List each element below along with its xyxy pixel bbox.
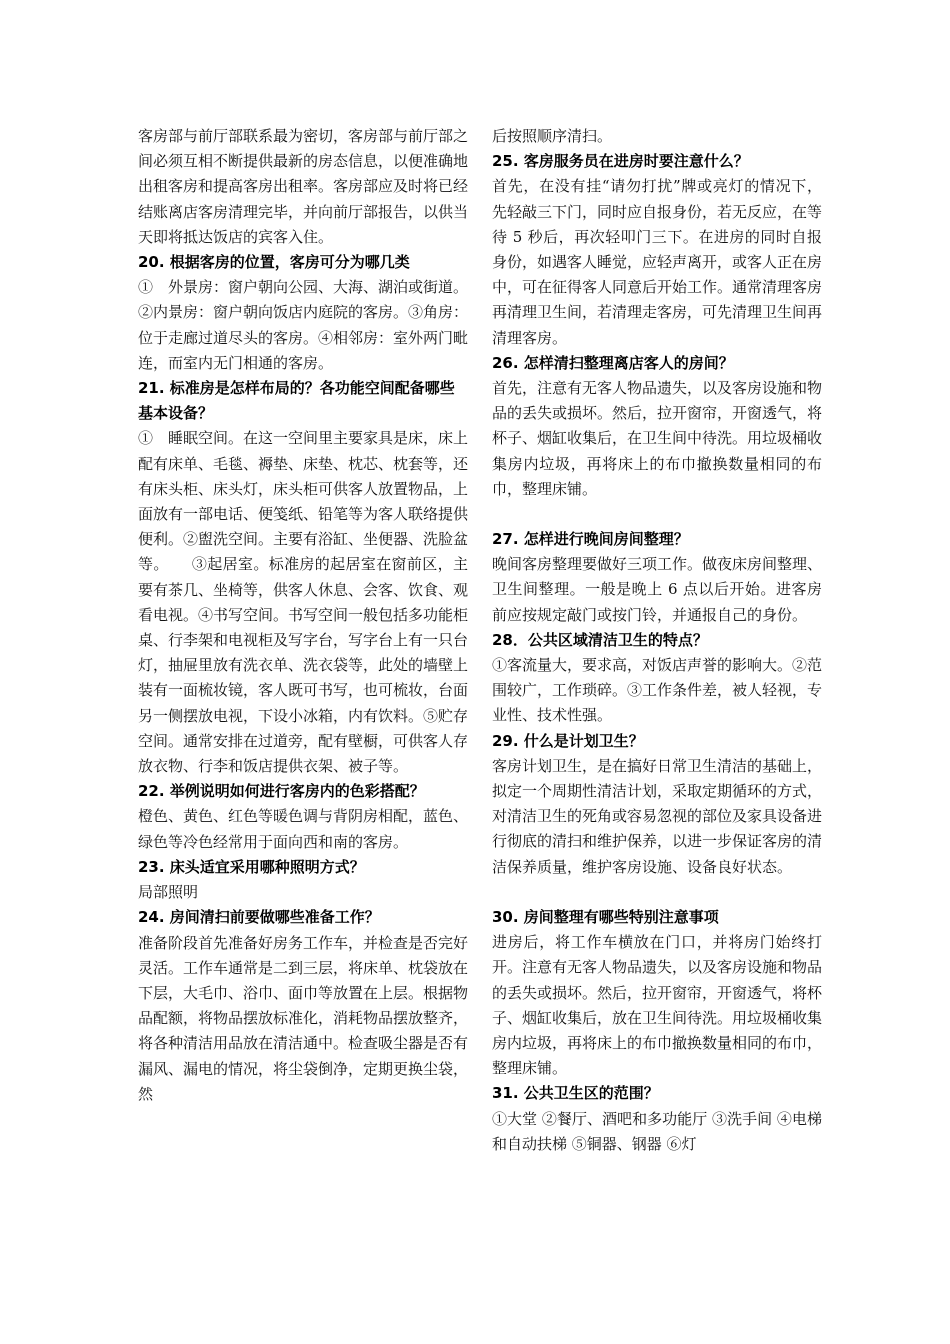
- question-heading: 21. 标准房是怎样布局的？各功能空间配备哪些基本设备？: [138, 379, 455, 423]
- question-heading: 23. 床头适宜采用哪种照明方式？: [138, 857, 365, 876]
- answer-paragraph: 进房后，将工作车横放在门口，并将房门始终打开。注意有无客人物品遗失，以及客房设施和物品的丢失或损坏。然后，拉开窗帘，开窗透气，将杯子、烟缸收集后，放在卫生间待洗。用垃圾桶收集房内垃圾，再将床上的布巾撤换数量相同的布巾，整理床铺。: [492, 933, 823, 1078]
- left-column: [138, 124, 468, 1107]
- answer-paragraph: 准备阶段首先准备好房务工作车，并检查是否完好灵活。工作车通常是二到三层，将床单、枕袋放在下层，大毛巾、浴巾、面巾等放置在上层。根据物品配额，将物品摆放标准化，消耗物品摆放整齐，将各种清洁用品放在清洁通中。检查吸尘器是否有漏风、漏电的情况，将尘袋倒净，定期更换尘袋，然: [138, 933, 469, 1103]
- answer-paragraph: ①大堂 ②餐厅、酒吧和多功能厅 ③洗手间 ④电梯和自动扶梯 ⑤铜器、钢器 ⑥灯: [492, 1109, 822, 1153]
- question-heading: 28．公共区域清洁卫生的特点？: [492, 630, 708, 649]
- answer-paragraph: 后按照顺序清扫。: [492, 127, 613, 145]
- answer-paragraph: 客房部与前厅部联系最为密切，客房部与前厅部之间必须互相不断提供最新的房态信息，以便准确地出租客房和提高客房出租率。客房部应及时将已经结账离店客房清理完毕，并向前厅部报告，以供当天即将抵达饭店的宾客入住。: [138, 127, 469, 246]
- answer-paragraph: 首先，在没有挂“请勿打扰”牌或亮灯的情况下，先轻敲三下门，同时应自报身份，若无反应，在等待 5 秒后，再次轻叩门三下。在进房的同时自报身份，如遇客人睡觉，应轻声离开，或客人正在房中，可在征得客人同意后开始工作。通常清理客房再清理卫生间，若清理走客房，可先清理卫生间再清理客房。: [492, 177, 823, 347]
- question-heading: 26. 怎样清扫整理离店客人的房间？: [492, 353, 734, 372]
- question-heading: 27. 怎样进行晚间房间整理？: [492, 530, 689, 549]
- question-heading: 25. 客房服务员在进房时要注意什么？: [492, 152, 749, 171]
- question-heading: 24. 房间清扫前要做哪些准备工作？: [138, 908, 380, 927]
- answer-paragraph: ① 外景房：窗户朝向公园、大海、湖泊或街道。②内景房：窗户朝向饭店内庭院的客房。③角房：位于走廊过道尽头的客房。④相邻房：室外两门毗连，而室内无门相通的客房。: [138, 278, 469, 372]
- right-column: [492, 124, 822, 1157]
- answer-paragraph: 局部照明: [138, 883, 199, 902]
- question-heading: 31. 公共卫生区的范围？: [492, 1084, 659, 1103]
- question-heading: 20. 根据客房的位置，客房可分为哪几类: [138, 253, 410, 272]
- question-heading: 30. 房间整理有哪些特别注意事项: [492, 907, 719, 926]
- answer-paragraph: 晚间客房整理要做好三项工作。做夜床房间整理、卫生间整理。一般是晚上 6 点以后开始。进客房前应按规定敲门或按门铃，并通报自己的身份。: [492, 555, 823, 624]
- question-heading: 22. 举例说明如何进行客房内的色彩搭配？: [138, 782, 425, 801]
- answer-paragraph: 橙色、黄色、红色等暖色调与背阴房相配，蓝色、绿色等冷色经常用于面向西和南的客房。: [138, 807, 469, 851]
- answer-paragraph: 首先，注意有无客人物品遗失，以及客房设施和物品的丢失或损坏。然后，拉开窗帘，开窗透气，将杯子、烟缸收集后，在卫生间中待洗。用垃圾桶收集房内垃圾，再将床上的布巾撤换数量相同的布巾，整理床铺。: [492, 379, 823, 498]
- question-heading: 29. 什么是计划卫生？: [492, 731, 644, 750]
- answer-paragraph: ①客流量大，要求高，对饭店声誉的影响大。②范围较广，工作琐碎。③工作条件差，被人轻视，专业性、技术性强。: [492, 656, 823, 725]
- answer-paragraph: 客房计划卫生，是在搞好日常卫生清洁的基础上，拟定一个周期性清洁计划，采取定期循环的方式，对清洁卫生的死角或容易忽视的部位及家具设备进行彻底的清扫和维护保养，以进一步保证客房的清洁保养质量，维护客房设施、设备良好状态。: [492, 756, 823, 876]
- blank-line: [492, 880, 822, 905]
- blank-line: [492, 502, 822, 527]
- answer-paragraph: ① 睡眠空间。在这一空间里主要家具是床，床上配有床单、毛毯、褥垫、床垫、枕芯、枕套等，还有床头柜、床头灯，床头柜可供客人放置物品，上面放有一部电话、便笺纸、铅笔等为客人联络提供便利。②盥洗空间。主要有浴缸、坐便器、洗脸盆等。 ③起居室。标准房的起居室在窗前区，主要有茶几、坐椅等，供客人休息、会客、饮食、观看电视。④书写空间。书写空间一般包括多功能柜桌、行李架和电视柜及写字台，写字台上有一只台灯，抽屉里放有洗衣单、洗衣袋等，此处的墙壁上装有一面梳妆镜，客人既可书写，也可梳妆，台面另一侧摆放电视，下设小冰箱，内有饮料。⑤贮存空间。通常安排在过道旁，配有壁橱，可供客人存放衣物、行李和饭店提供衣架、被子等。: [138, 429, 469, 776]
